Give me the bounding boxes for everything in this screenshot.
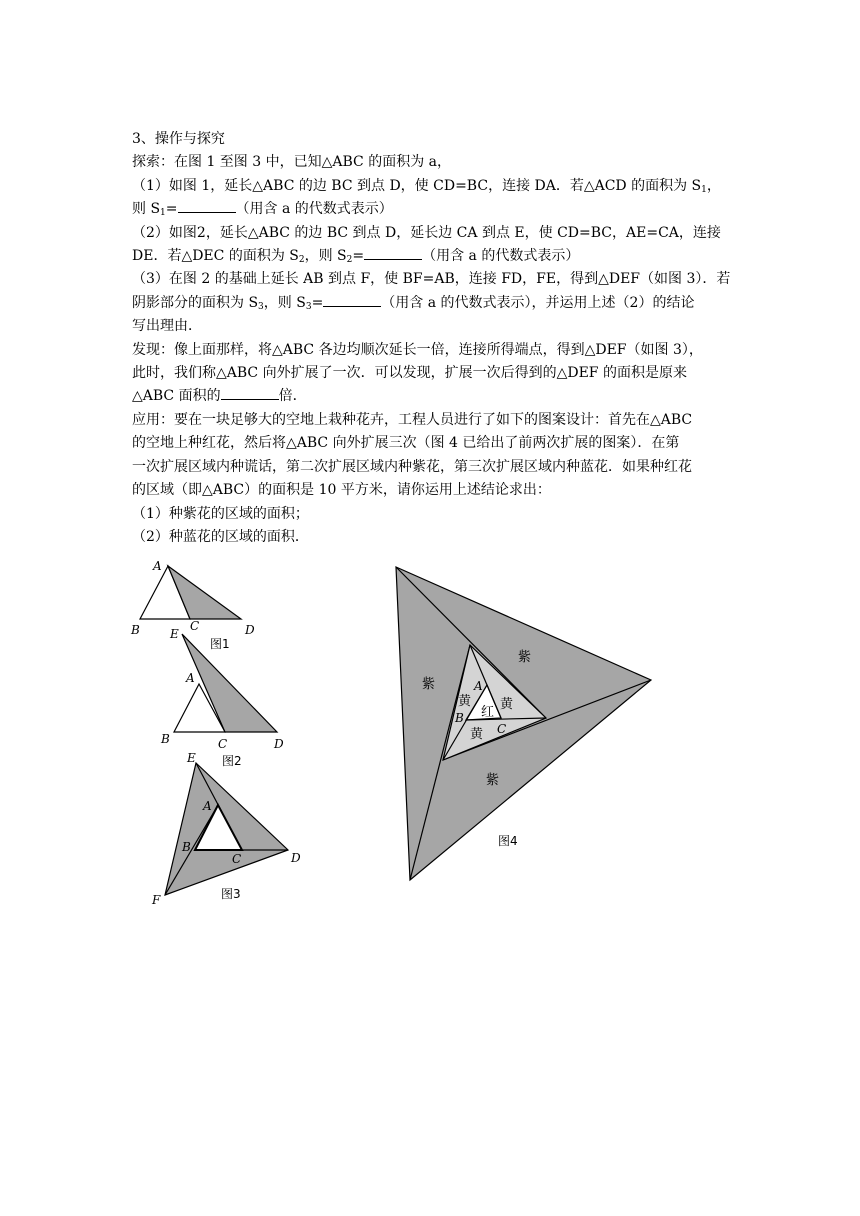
fig4-region-yellow-bottom: 黄 [470, 727, 484, 742]
fig1-caption: 图1 [210, 637, 230, 651]
fig4-label-a: A [474, 679, 483, 693]
fig4-label-c: C [497, 722, 507, 736]
apply-line4: 的区域（即△ABC）的面积是 10 平方米，请你运用上述结论求出： [132, 482, 551, 499]
discover-line3: △ABC 面积的 倍． [132, 385, 742, 408]
fig3-label-e: E [187, 751, 196, 765]
ask1-line: （1）种紫花的区域的面积； [132, 505, 309, 522]
fig3-label-b: B [182, 840, 191, 854]
apply-line1: 应用：要在一块足够大的空地上栽种花卉，工程人员进行了如下的图案设计：首先在△ABC [132, 411, 693, 428]
fig4-region-purple-bottom: 紫 [486, 773, 500, 788]
fig4-region-red: 红 [481, 705, 495, 720]
fig4-label-b: B [455, 711, 464, 725]
apply-line2: 的空地上种红花，然后将△ABC 向外扩展三次（图 4 已给出了前两次扩展的图案）．在第 [132, 435, 680, 452]
fig4-caption: 图4 [498, 834, 518, 848]
discover-line1: 发现：像上面那样，将△ABC 各边均顺次延长一倍，连接所得端点，得到△DEF（如图 3）， [132, 341, 703, 358]
fig4-region-yellow-left: 黄 [458, 694, 472, 709]
question3-line3: 写出理由． [132, 318, 202, 335]
question1-line1: （1）如图 1，延长△ABC 的边 BC 到点 D，使 CD=BC，连接 DA．若△ACD 的面积为 $S_1$， [132, 177, 721, 195]
fig1-label-b: B [131, 623, 140, 637]
fig2-label-e: E [170, 627, 179, 641]
figure-1 [130, 559, 255, 651]
fig2-caption: 图2 [222, 754, 242, 768]
discover-line2: 此时，我们称△ABC 向外扩展了一次．可以发现，扩展一次后得到的△DEF 的面积是原来 [132, 365, 687, 382]
fig3-label-a: A [203, 799, 212, 813]
apply-line3: 一次扩展区域内种谎话，第二次扩展区域内种紫花，第三次扩展区域内种蓝花．如果种红花 [132, 458, 692, 475]
problem-heading: 3、操作与探究 [132, 131, 225, 147]
fig2-label-c: C [218, 737, 228, 751]
fig3-caption: 图3 [221, 887, 241, 901]
fig4-region-yellow-right: 黄 [500, 697, 514, 712]
fig2-label-d: D [274, 737, 284, 751]
figure-3 [151, 751, 301, 907]
fig4-region-purple-top: 紫 [518, 650, 532, 665]
fig3-label-c: C [232, 852, 242, 866]
fig2-label-a: A [186, 671, 195, 685]
question3-line1: （3）在图 2 的基础上延长 AB 到点 F，使 BF=AB，连接 FD，FE，得到△DEF（如图 3）．若 [132, 271, 731, 288]
question3-line2: 阴影部分的面积为 $S_3$，则 $S_3=$ （用含 a 的代数式表示），并运用上述（2）的结论 [132, 292, 742, 315]
fig4-region-purple-left: 紫 [422, 677, 436, 692]
fig1-label-d: D [245, 623, 255, 637]
figure-4 [396, 567, 651, 880]
intro-line: 探索：在图 1 至图 3 中，已知△ABC 的面积为 a， [132, 154, 451, 171]
ask2-line: （2）种蓝花的区域的面积． [132, 528, 309, 545]
question2-line1: （2）如图2，延长△ABC 的边 BC 到点 D，延长边 CA 到点 E，使 CD=BC，AE=CA，连接 [132, 224, 721, 241]
fig3-label-d: D [291, 851, 301, 865]
fig1-label-c: C [190, 619, 200, 633]
fig1-label-a: A [153, 559, 162, 573]
question1-line2: 则 $S_1=$ （用含 a 的代数式表示） [132, 198, 742, 221]
fig2-label-b: B [161, 732, 170, 746]
fig3-label-f: F [152, 893, 161, 907]
question2-line2: DE．若△DEC 的面积为 $S_2$，则 $S_2=$ （用含 a 的代数式表示） [132, 245, 742, 268]
